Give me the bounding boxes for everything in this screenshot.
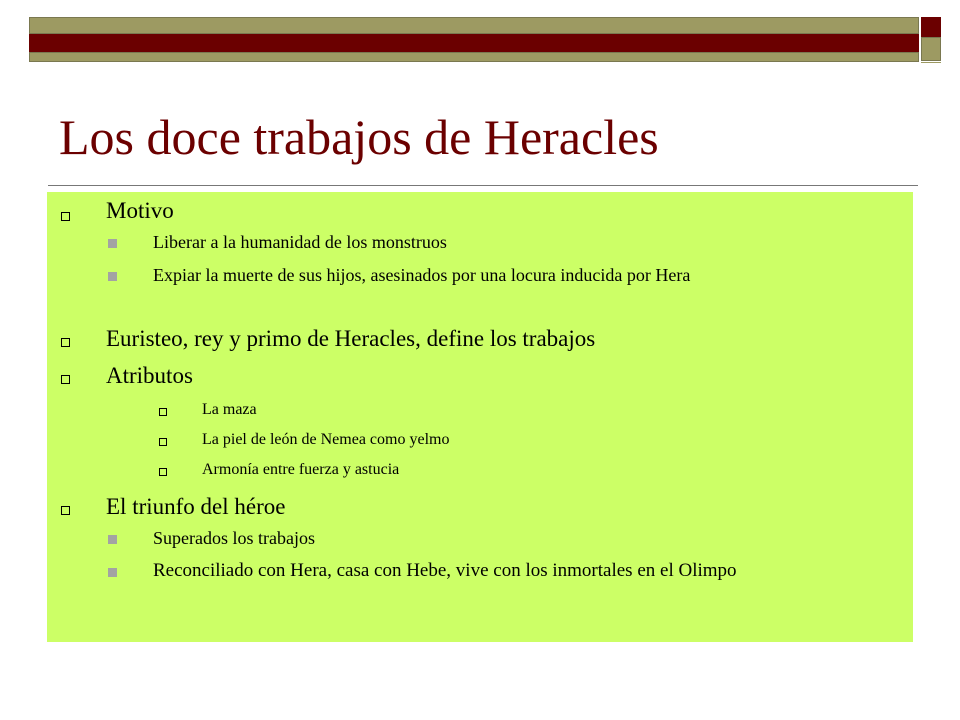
sub-bullet-motivo-2: Expiar la muerte de sus hijos, asesinados por una locura inducida por Hera: [153, 265, 691, 285]
corner-line: [921, 62, 941, 63]
sub-bullet-triunfo-1: Superados los trabajos: [153, 528, 315, 548]
sub-bullet-atributos-1: La maza: [202, 401, 257, 418]
solid-square-bullet-icon: [108, 272, 117, 281]
bullet-euristeo: Euristeo, rey y primo de Heracles, define los trabajos: [106, 326, 596, 351]
header-band-olive-bottom: [29, 52, 919, 62]
bullet-triunfo: El triunfo del héroe: [106, 494, 286, 519]
solid-square-bullet-icon: [108, 535, 117, 544]
hollow-square-bullet-icon: [61, 338, 70, 347]
solid-square-bullet-icon: [108, 239, 117, 248]
corner-square-maroon: [921, 17, 941, 37]
hollow-square-bullet-icon: [159, 468, 167, 476]
header-band-maroon: [29, 34, 919, 52]
title-divider: [48, 185, 918, 186]
sub-bullet-atributos-2: La piel de león de Nemea como yelmo: [202, 431, 450, 448]
corner-square-olive: [921, 37, 941, 61]
hollow-square-bullet-icon: [61, 506, 70, 515]
slide-title: Los doce trabajos de Heracles: [59, 109, 659, 165]
solid-square-bullet-icon: [108, 568, 117, 577]
hollow-square-bullet-icon: [159, 408, 167, 416]
sub-bullet-atributos-3: Armonía entre fuerza y astucia: [202, 461, 400, 478]
header-band-olive-top: [29, 17, 919, 34]
sub-bullet-triunfo-2: Reconciliado con Hera, casa con Hebe, vive con los inmortales en el Olimpo: [153, 560, 737, 581]
bullet-motivo: Motivo: [106, 198, 174, 223]
sub-bullet-motivo-1: Liberar a la humanidad de los monstruos: [153, 232, 447, 252]
hollow-square-bullet-icon: [61, 375, 70, 384]
hollow-square-bullet-icon: [61, 212, 70, 221]
hollow-square-bullet-icon: [159, 438, 167, 446]
bullet-atributos: Atributos: [106, 363, 193, 388]
